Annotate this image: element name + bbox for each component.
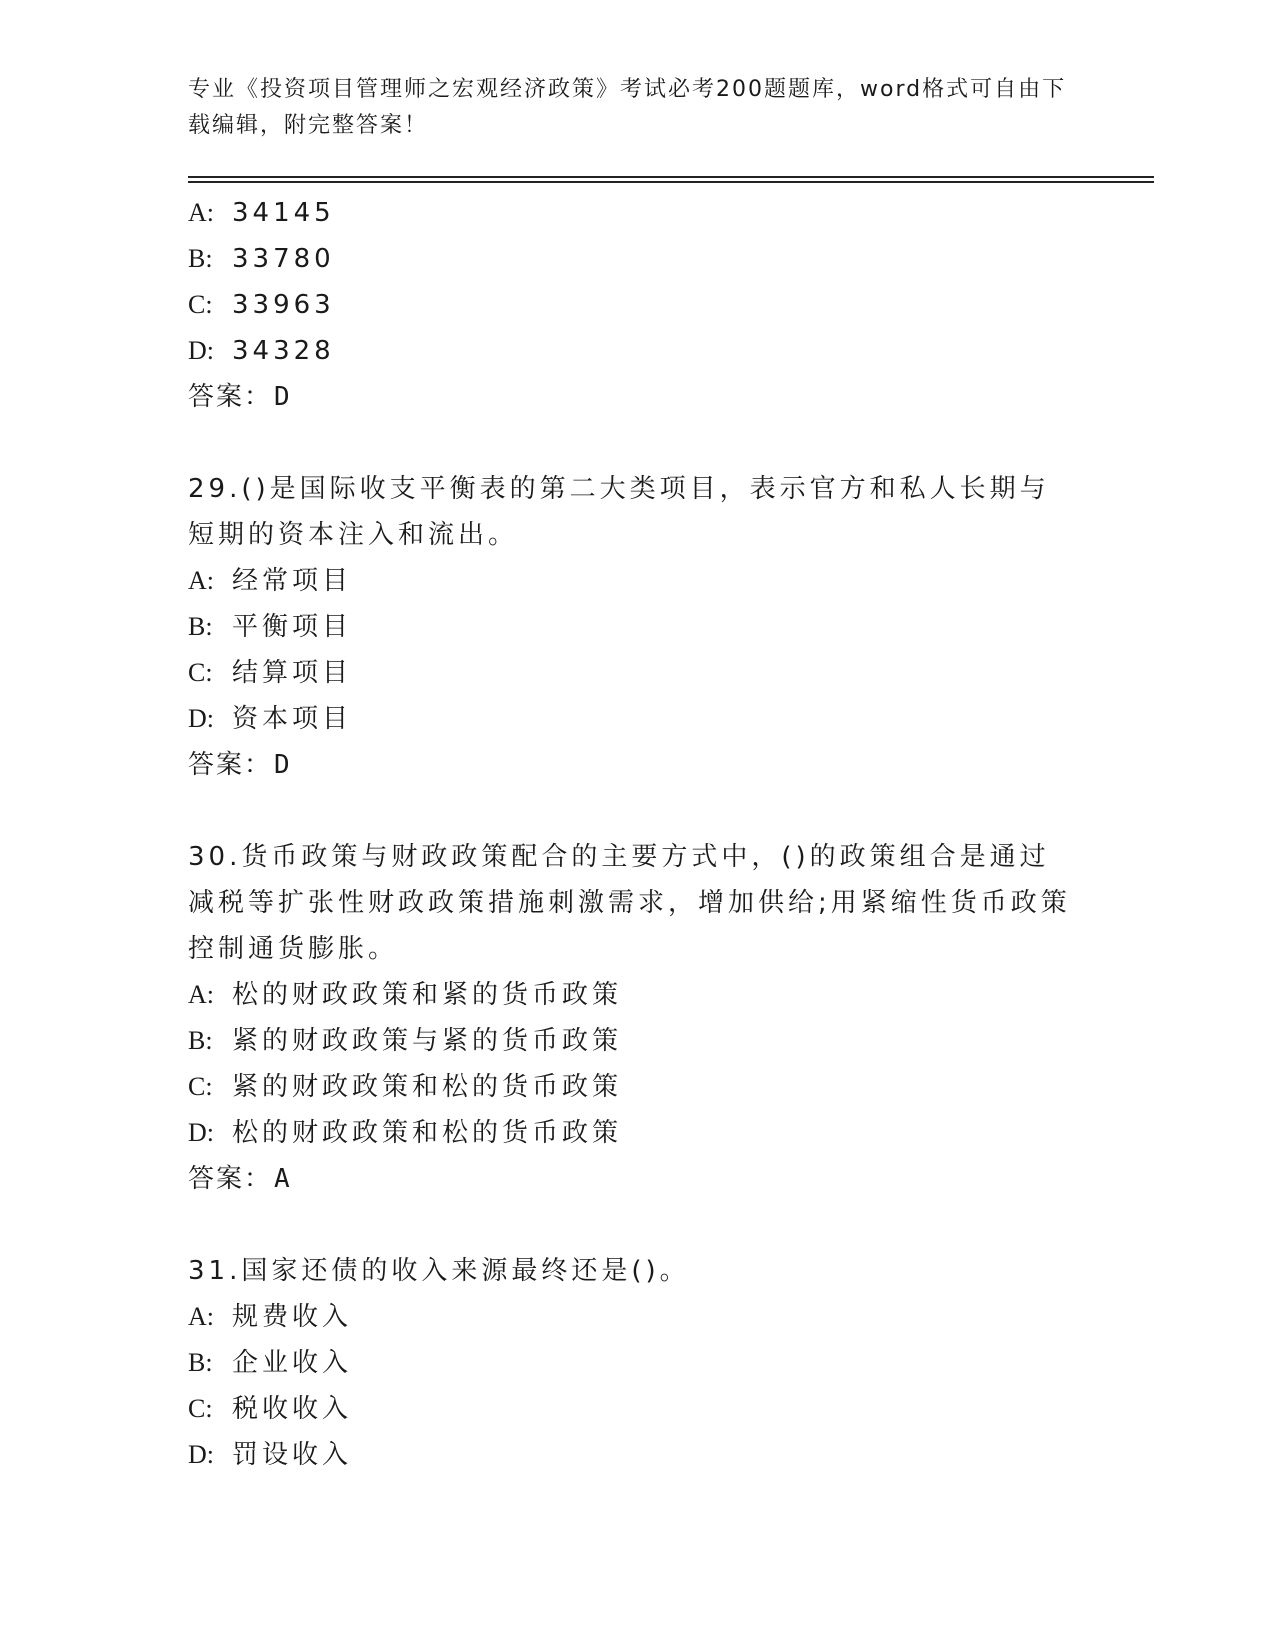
option-c bbox=[188, 1386, 1088, 1432]
spacer bbox=[188, 1202, 1088, 1248]
option-label: B: bbox=[188, 612, 213, 641]
option-label: C: bbox=[188, 1072, 213, 1101]
option-a bbox=[188, 1294, 1088, 1340]
answer-value: A bbox=[274, 1164, 292, 1194]
option-label: D: bbox=[188, 1440, 214, 1469]
option-c bbox=[188, 650, 1088, 696]
option-label: B: bbox=[188, 244, 213, 273]
option-b bbox=[188, 236, 1088, 282]
question-28 bbox=[188, 190, 1088, 420]
answer-label: 答案： bbox=[188, 382, 273, 412]
option-text: 松的财政政策和松的货币政策 bbox=[232, 1118, 623, 1148]
option-label: A: bbox=[188, 1302, 214, 1331]
option-text: 规费收入 bbox=[232, 1302, 353, 1332]
option-text: 企业收入 bbox=[232, 1348, 353, 1378]
option-d bbox=[188, 1432, 1088, 1478]
question-31 bbox=[188, 1248, 1088, 1478]
answer-line bbox=[188, 374, 1088, 420]
option-text: 34145 bbox=[232, 198, 335, 228]
option-d bbox=[188, 328, 1088, 374]
option-text: 罚设收入 bbox=[232, 1440, 353, 1470]
option-label: A: bbox=[188, 198, 214, 227]
option-label: C: bbox=[188, 658, 213, 687]
answer-value: D bbox=[274, 750, 292, 780]
header-rule-top bbox=[188, 176, 1154, 178]
option-label: C: bbox=[188, 1394, 213, 1423]
option-text: 33963 bbox=[232, 290, 335, 320]
option-text: 33780 bbox=[232, 244, 335, 274]
question-30 bbox=[188, 834, 1088, 1202]
question-stem: 30.货币政策与财政政策配合的主要方式中，()的政策组合是通过减税等扩张性财政政策措施刺激需求，增加供给;用紧缩性货币政策控制通货膨胀。 bbox=[188, 842, 1071, 964]
option-text: 34328 bbox=[232, 336, 335, 366]
option-label: D: bbox=[188, 336, 214, 365]
option-b bbox=[188, 604, 1088, 650]
option-d bbox=[188, 1110, 1088, 1156]
option-text: 税收收入 bbox=[232, 1394, 353, 1424]
question-content bbox=[188, 190, 1088, 1478]
answer-label: 答案： bbox=[188, 750, 273, 780]
spacer bbox=[188, 420, 1088, 466]
option-text: 资本项目 bbox=[232, 704, 353, 734]
option-c bbox=[188, 282, 1088, 328]
option-text: 平衡项目 bbox=[232, 612, 353, 642]
answer-line bbox=[188, 742, 1088, 788]
header-rule-bottom bbox=[188, 181, 1154, 183]
option-label: B: bbox=[188, 1348, 213, 1377]
question-stem: 31.国家还债的收入来源最终还是()。 bbox=[188, 1256, 690, 1286]
question-stem: 29.()是国际收支平衡表的第二大类项目，表示官方和私人长期与短期的资本注入和流出。 bbox=[188, 474, 1050, 550]
option-b bbox=[188, 1018, 1088, 1064]
option-text: 结算项目 bbox=[232, 658, 353, 688]
option-label: B: bbox=[188, 1026, 213, 1055]
answer-label: 答案： bbox=[188, 1164, 273, 1194]
answer-value: D bbox=[274, 382, 292, 412]
option-label: D: bbox=[188, 704, 214, 733]
option-b bbox=[188, 1340, 1088, 1386]
document-header: 专业《投资项目管理师之宏观经济政策》考试必考200题题库，word格式可自由下载编辑，附完整答案！ bbox=[188, 77, 1067, 138]
option-label: A: bbox=[188, 566, 214, 595]
option-d bbox=[188, 696, 1088, 742]
option-label: A: bbox=[188, 980, 214, 1009]
spacer bbox=[188, 788, 1088, 834]
answer-line bbox=[188, 1156, 1088, 1202]
option-a bbox=[188, 558, 1088, 604]
option-a bbox=[188, 190, 1088, 236]
option-label: D: bbox=[188, 1118, 214, 1147]
option-c bbox=[188, 1064, 1088, 1110]
option-text: 紧的财政政策和松的货币政策 bbox=[232, 1072, 623, 1102]
option-text: 松的财政政策和紧的货币政策 bbox=[232, 980, 623, 1010]
option-a bbox=[188, 972, 1088, 1018]
option-label: C: bbox=[188, 290, 213, 319]
option-text: 经常项目 bbox=[232, 566, 353, 596]
question-29 bbox=[188, 466, 1088, 788]
option-text: 紧的财政政策与紧的货币政策 bbox=[232, 1026, 623, 1056]
